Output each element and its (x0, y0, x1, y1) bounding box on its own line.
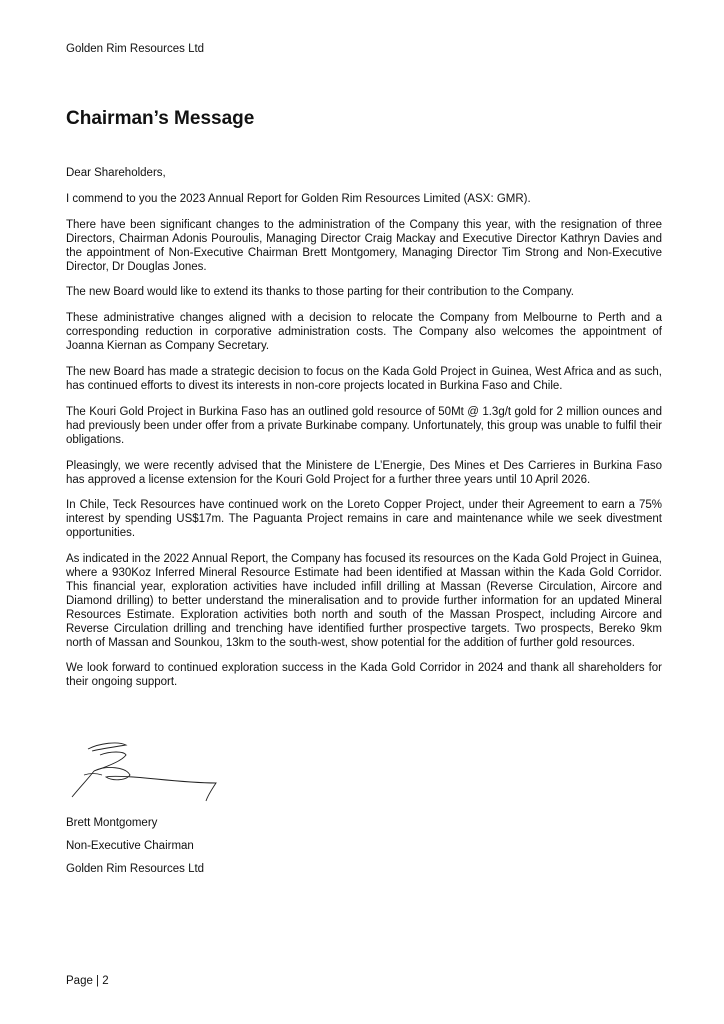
letter-body (66, 167, 662, 702)
paragraph: These administrative changes aligned with a decision to relocate the Company from Melbourne to Perth and a corresponding reduction in corporative administration costs. The Company also welcomes the appointment of Joanna Kiernan as Company Secretary. (66, 312, 662, 353)
paragraph: We look forward to continued exploration success in the Kada Gold Corridor in 2024 and thank all shareholders for their ongoing support. (66, 662, 662, 689)
paragraph: In Chile, Teck Resources have continued work on the Loreto Copper Project, under their Agreement to earn a 75% interest by spending US$17m. The Paguanta Project remains in care and maintenance while we seek divestment opportunities. (66, 499, 662, 540)
paragraph: I commend to you the 2023 Annual Report for Golden Rim Resources Limited (ASX: GMR). (66, 192, 531, 205)
paragraph: The new Board has made a strategic decision to focus on the Kada Gold Project in Guinea, West Africa and as such, has continued efforts to divest its interests in non-core projects located in Burkina Faso and Chile. (66, 366, 662, 392)
page-number: Page | 2 (66, 975, 109, 987)
signatory-name: Brett Montgomery (66, 817, 158, 829)
paragraph: As indicated in the 2022 Annual Report, the Company has focused its resources on the Kada Gold Project in Guinea, where a 930Koz Inferred Mineral Resource Estimate had been identified at Massan within the Kada Gold Corridor. This financial year, exploration activities have included infill drilling at Massan (Reverse Circulation, Aircore and Diamond drilling) to better understand the mineralisation and to provide further information for an updated Mineral Resources Estimate. Exploration activities both north and south of the Massan Prospect, including Aircore and Reverse Circulation drilling and trenching have identified further prospective targets. Two prospects, Bereko 9km north of Massan and Sounkou, 13km to the south-west, show potential for the addition of further gold resources. (66, 553, 662, 649)
salutation: Dear Shareholders, (66, 167, 166, 179)
page-title: Chairman’s Message (66, 108, 255, 129)
paragraph: The Kouri Gold Project in Burkina Faso has an outlined gold resource of 50Mt @ 1.3g/t gold for 2 million ounces and had previously been under offer from a private Burkinabe company. Unfortunately, this group was unable to fulfil their obligations. (66, 405, 662, 446)
handwritten-signature (66, 735, 226, 805)
sign-off-block (66, 817, 204, 886)
paragraph: The new Board would like to extend its thanks to those parting for their contribution to the Company. (66, 286, 574, 299)
paragraph: There have been significant changes to the administration of the Company this year, with the resignation of three Directors, Chairman Adonis Pouroulis, Managing Director Craig Mackay and Executive Director Kathryn Davies and the appointment of Non-Executive Chairman Brett Montgomery, Managing Director Tim Strong and Non-Executive Director, Dr Douglas Jones. (66, 218, 662, 273)
signatory-company: Golden Rim Resources Ltd (66, 862, 205, 875)
running-header: Golden Rim Resources Ltd (66, 43, 205, 55)
signatory-role: Non-Executive Chairman (66, 839, 194, 852)
paragraph: Pleasingly, we were recently advised that the Ministere de L’Energie, Des Mines et Des Carrieres in Burkina Faso has approved a license extension for the Kouri Gold Project for a further three years until 10 April 2026. (66, 459, 662, 486)
